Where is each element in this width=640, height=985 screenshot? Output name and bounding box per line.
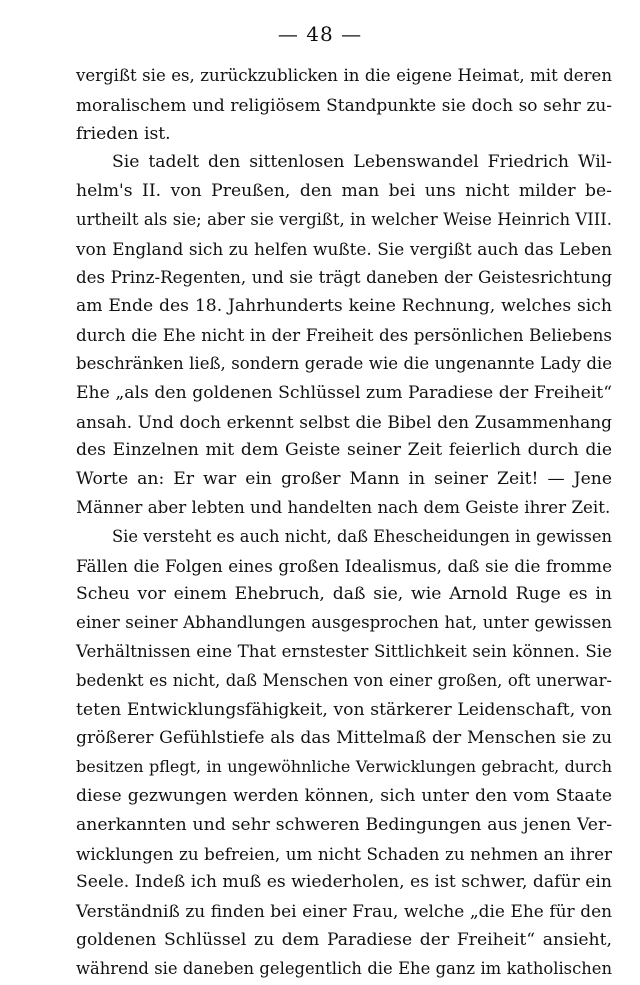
- text-line: Seele. Indeß ich muß es wiederholen, es ist schwer, dafür ein: [76, 872, 612, 893]
- text-line: besitzen pflegt, in ungewöhnliche Verwicklungen gebracht, durch: [76, 757, 612, 777]
- text-line: diese gezwungen werden können, sich unter den vom Staate: [76, 785, 612, 806]
- text-line: goldenen Schlüssel zu dem Paradiese der Freiheit“ ansieht,: [76, 929, 612, 950]
- text-line: am Ende des 18. Jahrhunderts keine Rechnung, welches sich: [76, 296, 612, 317]
- text-line: Sie tadelt den sittenlosen Lebenswandel Friedrich Wil-: [112, 152, 612, 173]
- text-line: Männer aber lebten und handelten nach dem Geiste ihrer Zeit.: [76, 497, 611, 517]
- text-line: Verhältnissen eine That ernstester Sittlichkeit sein können. Sie: [76, 641, 612, 661]
- text-line: wicklungen zu befreien, um nicht Schaden zu nehmen an ihrer: [76, 843, 612, 864]
- text-line: Worte an: Er war ein großer Mann in seiner Zeit! — Jene: [76, 469, 612, 490]
- text-line: des Prinz-Regenten, und sie trägt daneben der Geistesrichtung: [76, 267, 612, 287]
- text-line: helm's II. von Preußen, den man bei uns nicht milder be-: [76, 181, 612, 202]
- text-line: vergißt sie es, zurückzublicken in die eigene Heimat, mit deren: [76, 66, 612, 85]
- page-number: — 48 —: [277, 22, 363, 46]
- text-line: teten Entwicklungsfähigkeit, von stärkerer Leidenschaft, von: [76, 699, 612, 720]
- text-line: durch die Ehe nicht in der Freiheit des persönlichen Beliebens: [76, 325, 612, 346]
- text-line: einer seiner Abhandlungen ausgesprochen hat, unter gewissen: [76, 613, 612, 633]
- text-line: von England sich zu helfen wußte. Sie vergißt auch das Leben: [76, 238, 612, 259]
- text-line: des Einzelnen mit dem Geiste seiner Zeit feierlich durch die: [76, 440, 612, 461]
- text-line: anerkannten und sehr schweren Bedingungen aus jenen Ver-: [76, 814, 612, 835]
- text-line: moralischem und religiösem Standpunkte sie doch so sehr zu-: [76, 94, 612, 115]
- text-line: frieden ist.: [76, 123, 171, 144]
- text-line: Ehe „als den goldenen Schlüssel zum Paradiese der Freiheit“: [76, 382, 612, 403]
- text-line: beschränken ließ, sondern gerade wie die ungenannte Lady die: [76, 353, 612, 373]
- text-line: Sie versteht es auch nicht, daß Ehescheidungen in gewissen: [112, 526, 612, 546]
- text-line: Fällen die Folgen eines großen Idealismus, daß sie die fromme: [76, 555, 612, 576]
- text-line: während sie daneben gelegentlich die Ehe ganz im katholischen: [76, 958, 612, 978]
- text-line: größerer Gefühlstiefe als das Mittelmaß der Menschen sie zu: [76, 728, 612, 749]
- text-line: Verständniß zu finden bei einer Frau, welche „die Ehe für den: [76, 901, 612, 922]
- text-line: ansah. Und doch erkennt selbst die Bibel den Zusammenhang: [76, 411, 612, 432]
- body-text: [76, 62, 612, 984]
- text-line: bedenkt es nicht, daß Menschen von einer großen, oft unerwar-: [76, 670, 612, 690]
- text-line: urtheilt als sie; aber sie vergißt, in welcher Weise Heinrich VIII.: [76, 209, 612, 229]
- text-line: Scheu vor einem Ehebruch, daß sie, wie Arnold Ruge es in: [76, 584, 612, 605]
